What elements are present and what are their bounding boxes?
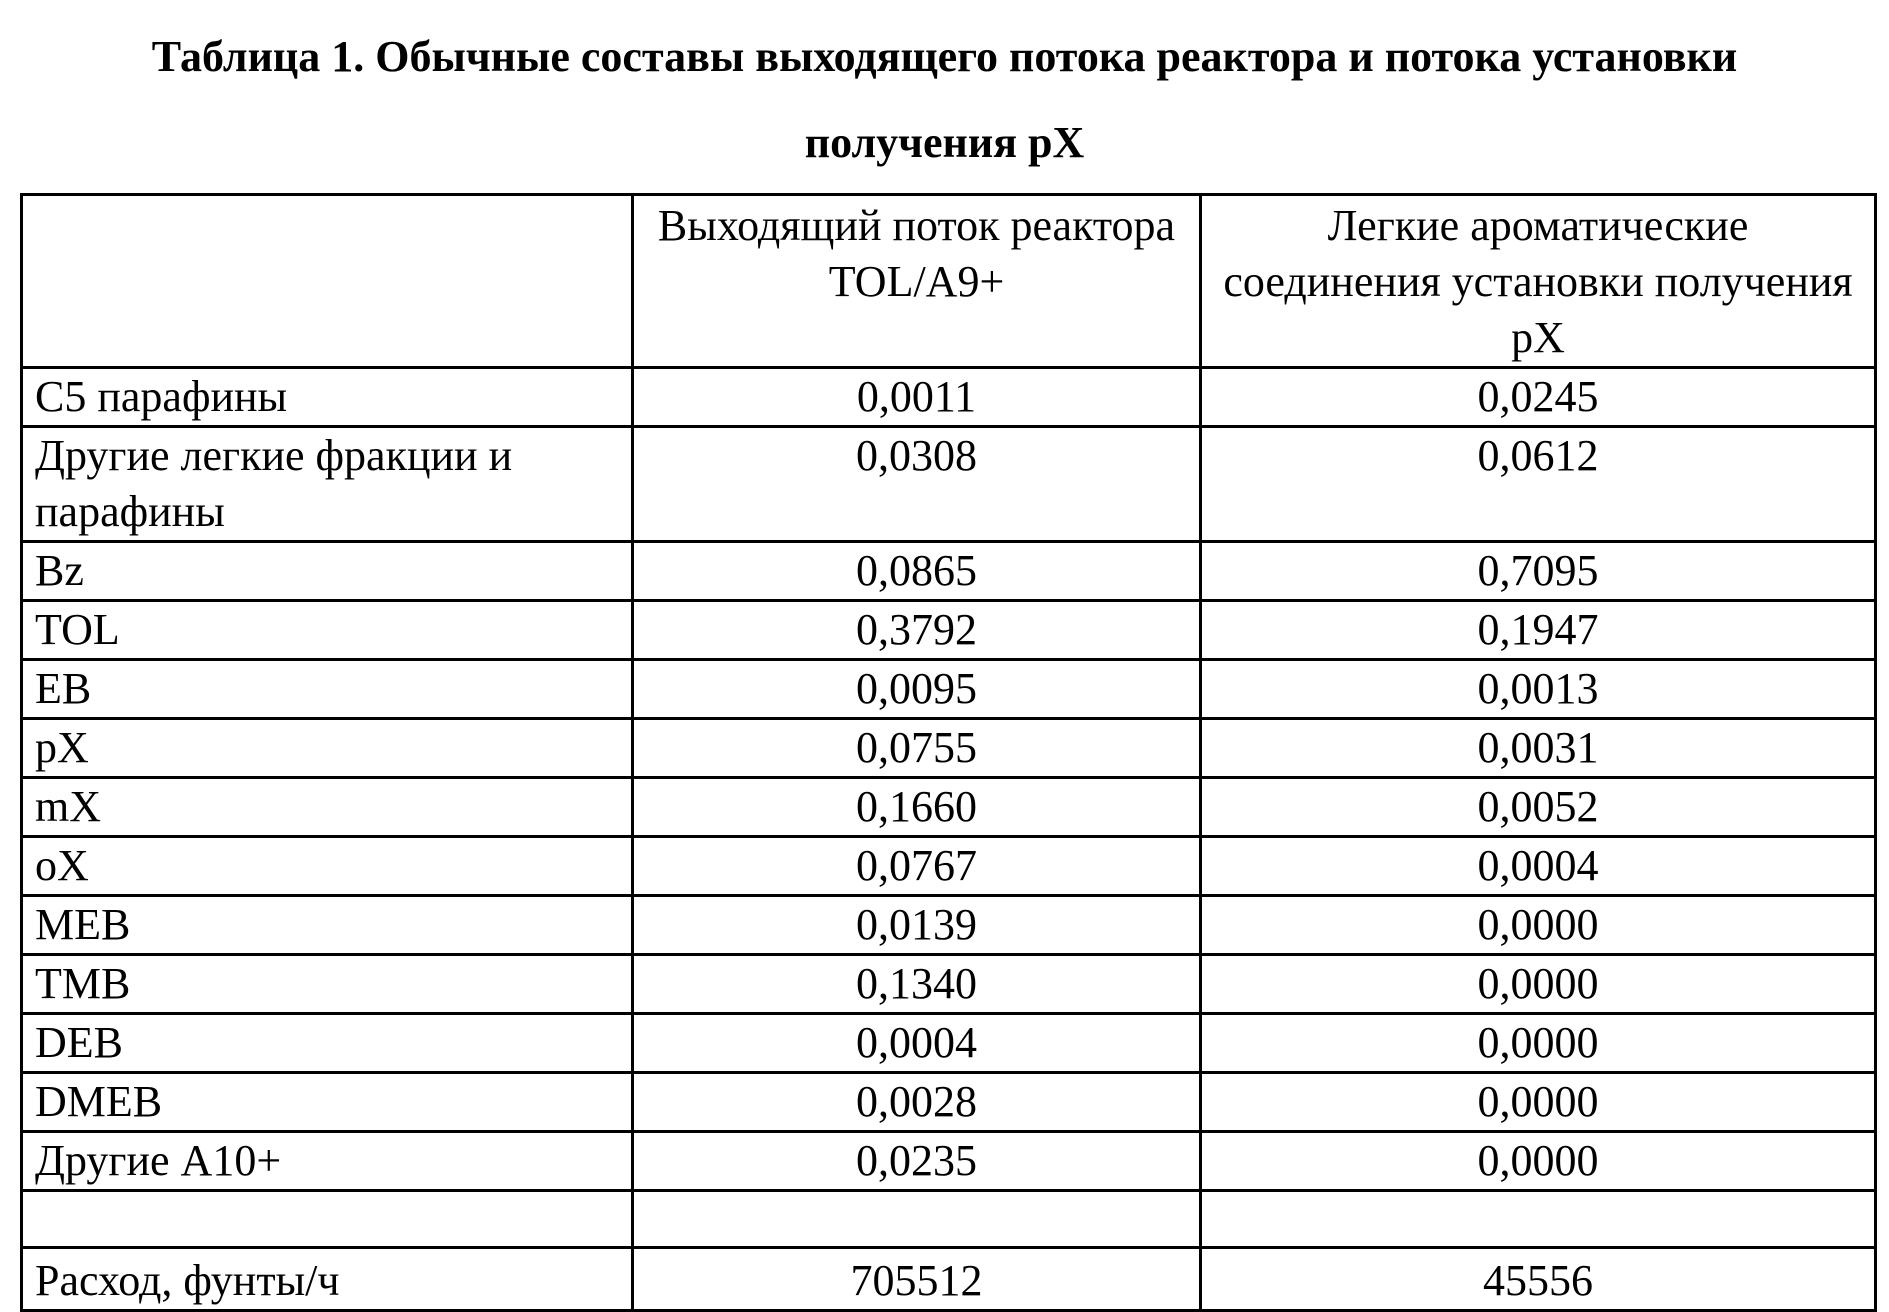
composition-table	[20, 193, 1877, 1312]
reactor-value: 0,1660	[633, 778, 1201, 837]
row-label: Другие легкие фракции и парафины	[22, 427, 633, 542]
reactor-value	[633, 1191, 1201, 1248]
reactor-value: 0,0139	[633, 896, 1201, 955]
aromatics-value: 0,0004	[1201, 837, 1876, 896]
row-label: TOL	[22, 601, 633, 660]
aromatics-value: 0,0612	[1201, 427, 1876, 542]
reactor-value: 0,0095	[633, 660, 1201, 719]
row-label: mX	[22, 778, 633, 837]
aromatics-value: 0,1947	[1201, 601, 1876, 660]
aromatics-value	[1201, 1191, 1876, 1248]
row-label: DEB	[22, 1014, 633, 1073]
table-row	[22, 542, 1876, 601]
table-row	[22, 719, 1876, 778]
table-row	[22, 1132, 1876, 1191]
row-label: TMB	[22, 955, 633, 1014]
table-row	[22, 368, 1876, 427]
reactor-value: 0,0308	[633, 427, 1201, 542]
aromatics-value: 0,7095	[1201, 542, 1876, 601]
aromatics-value: 0,0031	[1201, 719, 1876, 778]
aromatics-value: 0,0013	[1201, 660, 1876, 719]
aromatics-value: 45556	[1201, 1248, 1876, 1311]
table-row	[22, 660, 1876, 719]
reactor-value: 0,0755	[633, 719, 1201, 778]
table-row	[22, 837, 1876, 896]
header-cell-empty	[22, 195, 633, 368]
table-row	[22, 778, 1876, 837]
row-label: EB	[22, 660, 633, 719]
reactor-value: 0,0767	[633, 837, 1201, 896]
aromatics-value: 0,0000	[1201, 955, 1876, 1014]
header-cell-reactor-effluent: Выходящий поток реактора TOL/A9+	[633, 195, 1201, 368]
reactor-value: 0,0028	[633, 1073, 1201, 1132]
table-title-line-2: получения pX	[804, 118, 1085, 167]
reactor-value: 0,3792	[633, 601, 1201, 660]
reactor-value: 705512	[633, 1248, 1201, 1311]
reactor-value: 0,0004	[633, 1014, 1201, 1073]
table-row-empty	[22, 1191, 1876, 1248]
table-row	[22, 601, 1876, 660]
table-row	[22, 1014, 1876, 1073]
table-row	[22, 955, 1876, 1014]
aromatics-value: 0,0245	[1201, 368, 1876, 427]
row-label: pX	[22, 719, 633, 778]
aromatics-value: 0,0000	[1201, 1014, 1876, 1073]
table-title-line-1: Таблица 1. Обычные составы выходящего потока реактора и потока установки	[151, 32, 1738, 81]
reactor-value: 0,1340	[633, 955, 1201, 1014]
aromatics-value: 0,0000	[1201, 1132, 1876, 1191]
aromatics-value: 0,0052	[1201, 778, 1876, 837]
table-row	[22, 427, 1876, 542]
row-label: Расход, фунты/ч	[22, 1248, 633, 1311]
row-label: С5 парафины	[22, 368, 633, 427]
row-label: DMEB	[22, 1073, 633, 1132]
reactor-value: 0,0235	[633, 1132, 1201, 1191]
row-label: Другие А10+	[22, 1132, 633, 1191]
table-row-flow-rate	[22, 1248, 1876, 1311]
row-label: Bz	[22, 542, 633, 601]
header-cell-light-aromatics: Легкие ароматические соединения установки получения pX	[1201, 195, 1876, 368]
reactor-value: 0,0865	[633, 542, 1201, 601]
table-header-row	[22, 195, 1876, 368]
row-label: MEB	[22, 896, 633, 955]
table-row	[22, 896, 1876, 955]
reactor-value: 0,0011	[633, 368, 1201, 427]
aromatics-value: 0,0000	[1201, 1073, 1876, 1132]
aromatics-value: 0,0000	[1201, 896, 1876, 955]
row-label	[22, 1191, 633, 1248]
row-label: oX	[22, 837, 633, 896]
table-row	[22, 1073, 1876, 1132]
